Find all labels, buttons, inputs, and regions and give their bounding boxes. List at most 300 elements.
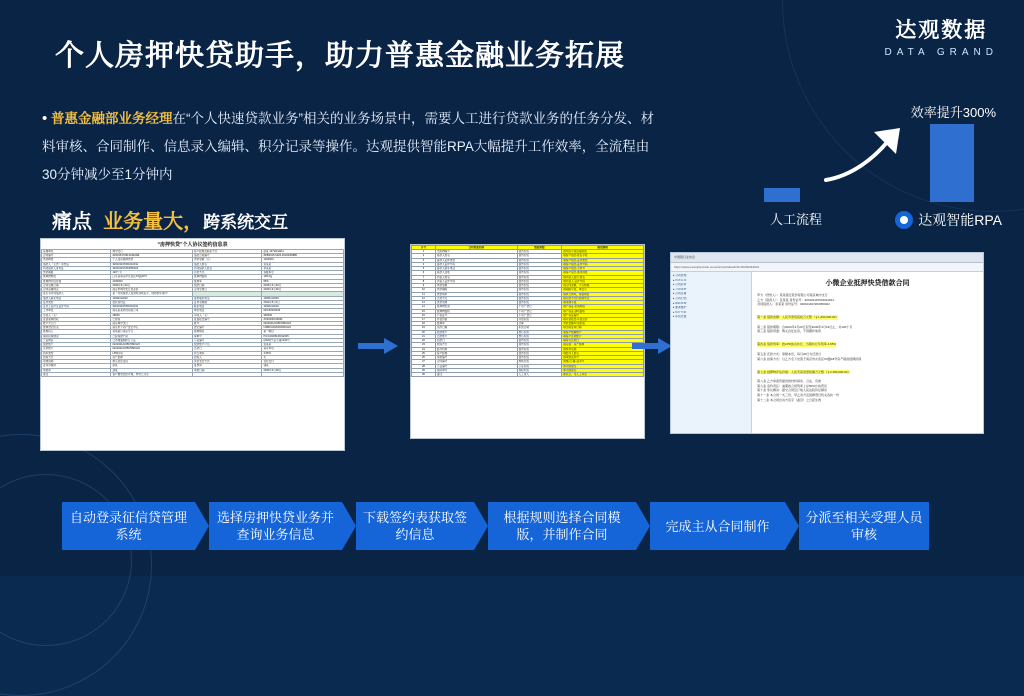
- table-cell: 2031年5月1日: [262, 300, 344, 304]
- table-cell: 贷款金额（元）: [193, 258, 262, 262]
- table-cell: 人工录入: [517, 373, 562, 377]
- table-cell: 6: [412, 271, 436, 275]
- table-cell: 信贷系统: [517, 262, 562, 266]
- table-cell: 取审批流水号: [562, 356, 644, 360]
- table-cell: 备注: [42, 372, 111, 376]
- table-cell: 20: [412, 330, 436, 334]
- table-cell: 登记编号: [193, 326, 262, 330]
- browser-main: [752, 272, 983, 434]
- table-cell: 3: [412, 258, 436, 262]
- table-cell: 21: [412, 334, 436, 338]
- table-cell: 信贷系统: [517, 356, 562, 360]
- table-cell: 保险投保情况: [42, 334, 111, 338]
- table-cell: 南京某某科技有限公司: [111, 309, 193, 313]
- table-cell: 公证系统: [517, 364, 562, 368]
- sidebar-item[interactable]: ▸ 合同起草: [673, 283, 687, 286]
- contract-title: 小微企业抵押快贷借款合同: [825, 280, 910, 287]
- table-cell: 评估系统: [517, 317, 562, 321]
- browser-body: [671, 272, 983, 434]
- table-cell: 单位电话: [193, 309, 262, 313]
- contract-line: 第九条 违约责任：逾期按合同利率上浮50%计收罚息: [757, 383, 827, 388]
- screenshot-row: [40, 238, 984, 453]
- table-header-cell: 赋值规则: [562, 246, 644, 250]
- table-cell: 合同编号: [42, 254, 111, 258]
- table-cell: 孙某: [111, 368, 193, 372]
- table-cell: 担保方式: [435, 343, 517, 347]
- table-cell: 放款日期: [193, 283, 262, 287]
- table-cell: 2020年3月20日: [262, 288, 344, 292]
- table-cell: 是（共同借款人需同时到场签字，现场核实身份）: [111, 292, 193, 296]
- table-cell: 担保方式: [42, 355, 111, 359]
- table-cell: 是否有共同借款人: [42, 292, 111, 296]
- table-cell: 24: [412, 347, 436, 351]
- shot2-table: [411, 245, 644, 377]
- table-cell: 抵押物面积: [435, 309, 517, 313]
- table-cell: 评估价值: [435, 317, 517, 321]
- table-cell: 5: [412, 267, 436, 271]
- contract-line: 甲方（贷款人）：某某银行股份有限公司南京城中支行: [757, 293, 828, 297]
- table-cell: 审批编号: [435, 356, 517, 360]
- table-cell: 保单号: [193, 334, 262, 338]
- table-cell: 核心系统: [517, 330, 562, 334]
- sidebar-item[interactable]: ▸ 合同管理: [673, 274, 687, 277]
- table-cell: 证件上证件及证件号码: [42, 305, 111, 309]
- table-cell: 取合同金额，大写转换: [562, 284, 644, 288]
- contract-line: 第八条 乙方承诺所提供的材料真实、合法、有效: [757, 379, 821, 384]
- table-cell: 信贷系统: [517, 292, 562, 296]
- table-cell: 按系统字段直接取值: [562, 250, 644, 254]
- table-cell: 账户开立行: [42, 321, 111, 325]
- table-cell: 还款方式: [435, 296, 517, 300]
- rpa-dot-icon: [895, 211, 913, 229]
- table-cell: 审批岗: [42, 368, 111, 372]
- rpa-label: 达观智能RPA: [918, 212, 1002, 228]
- flow-arrow-icon: [358, 338, 398, 354]
- table-cell: [193, 372, 262, 376]
- table-cell: 合同编号: [435, 360, 517, 364]
- table-cell: 规则生成: [517, 360, 562, 364]
- contract-line: 第十一条 本合同一式三份，甲乙双方及抵押登记机关各执一份: [757, 392, 839, 397]
- table-cell: 取期限字段，单位月: [562, 288, 644, 292]
- table-cell: 系统日期: [517, 326, 562, 330]
- table-cell: 信贷系统: [517, 258, 562, 262]
- table-cell: 14: [412, 305, 436, 309]
- table-cell: 1200000: [262, 258, 344, 262]
- table-cell: 8: [412, 279, 436, 283]
- table-header-cell: 数据来源: [517, 246, 562, 250]
- table-cell: 取机构名称: [562, 347, 644, 351]
- table-cell: 贷款金额: [435, 284, 517, 288]
- table-cell: 赵某 13711111111: [262, 250, 344, 254]
- table-cell: 抵押物地址: [42, 275, 111, 279]
- table-cell: 担保人: [193, 355, 262, 359]
- table-cell: 保险单号: [435, 368, 517, 372]
- table-cell: 共同借款人身份证: [42, 266, 111, 270]
- table-cell: 27: [412, 360, 436, 364]
- page-title: 个人房押快贷助手，助力普惠金融业务拓展: [55, 40, 626, 72]
- table-cell: 不动产登记: [517, 309, 562, 313]
- table-cell: 固定值：房产抵押: [562, 343, 644, 347]
- table-cell: 已办理强制执行公证: [111, 338, 193, 342]
- table-cell: 产权证号: [435, 313, 517, 317]
- paragraph-lead: 普惠金融部业务经理: [51, 111, 173, 126]
- table-cell: 合同签署日期: [42, 283, 111, 287]
- table-cell: 经办机构: [435, 347, 517, 351]
- table-cell: 取产权证-建筑面积: [562, 309, 644, 313]
- table-cell: 借款人证件类型: [435, 258, 517, 262]
- browser-sidebar[interactable]: [671, 272, 752, 434]
- screenshot-rule-table[interactable]: [410, 244, 645, 439]
- table-header-cell: 序号: [412, 246, 436, 250]
- contract-body: [757, 293, 978, 402]
- table-cell: 取客户信息-通讯地址: [562, 271, 644, 275]
- table-cell: 共借人证件号码: [435, 279, 517, 283]
- table-cell: 客户要求加急办理，材料已齐全: [111, 372, 193, 376]
- table-cell: 1: [412, 250, 436, 254]
- table-cell: 信贷系统: [517, 267, 562, 271]
- sidebar-item[interactable]: ▸ 系统设置: [673, 315, 687, 318]
- process-arrow-icon: [785, 502, 799, 550]
- process-step[interactable]: 自动登录征信贷管理系统: [62, 502, 195, 550]
- table-cell: 不动产登记: [517, 313, 562, 317]
- table-cell: 保险系统: [517, 368, 562, 372]
- table-cell: 320101197001010011: [111, 305, 193, 309]
- table-cell: 工作单位: [42, 309, 111, 313]
- bullet-icon: •: [42, 110, 48, 127]
- process-flow: [30, 502, 994, 554]
- contract-line: 第四条 借款利率：按LPR加点执行，当期执行年利率 4.65%: [757, 342, 837, 347]
- table-cell: 备用联系电话: [193, 296, 262, 300]
- table-cell: 借款人联系电话: [42, 296, 111, 300]
- table-cell: 借款人住址: [435, 271, 517, 275]
- table-cell: 借款人（主贷）身份证: [42, 262, 111, 266]
- table-cell: 如无则留空: [562, 368, 644, 372]
- table-cell: 南京市城中支行营业部: [111, 288, 193, 292]
- sidebar-item[interactable]: ▸ 合同归档: [673, 296, 687, 300]
- table-cell: 无: [262, 355, 344, 359]
- table-cell: 贷款用途: [435, 301, 517, 305]
- process-step[interactable]: 完成主从合同制作: [650, 502, 785, 550]
- table-cell: 信贷系统: [517, 275, 562, 279]
- table-cell: 第一顺位: [262, 330, 344, 334]
- table-cell: 16: [412, 313, 436, 317]
- table-cell: 已投保财产险: [111, 334, 193, 338]
- rpa-bar: [930, 124, 974, 202]
- table-cell: 18: [412, 322, 436, 326]
- table-cell: 抵押登记机关: [42, 326, 111, 330]
- table-cell: 合同签署地点: [42, 288, 111, 292]
- table-cell: 张某某: [262, 343, 344, 347]
- table-cell: 320101197001010011: [111, 262, 193, 266]
- table-cell: 2020年3月16日: [111, 283, 193, 287]
- contract-line: 第十二条 本合同自双方签字（盖章）之日起生效: [757, 397, 821, 402]
- table-cell: 联系电话: [193, 305, 262, 309]
- table-cell: 备注: [435, 373, 517, 377]
- table-cell: 共借人姓名: [435, 275, 517, 279]
- table-cell: 借款人姓名: [193, 262, 262, 266]
- table-cell: 取产权证-坐落地址: [562, 305, 644, 309]
- table-cell: 取客户信息-证件号码: [562, 262, 644, 266]
- efficiency-block: [750, 100, 1002, 230]
- table-cell: 信贷系统: [517, 351, 562, 355]
- table-cell: 2: [412, 254, 436, 258]
- table-cell: 取客户信息-姓名字段: [562, 254, 644, 258]
- table-cell: 公证情况: [42, 338, 111, 342]
- table-cell: 25: [412, 351, 436, 355]
- table-cell: NJBDC2020031600123: [262, 326, 344, 330]
- table-cell: 公证编号: [193, 338, 262, 342]
- table-cell: 10: [412, 288, 436, 292]
- table-cell: 扣款日: [435, 339, 517, 343]
- table-cell: LPR浮动: [111, 351, 193, 355]
- browser-tab[interactable]: 中国银行业协会: [671, 253, 983, 263]
- table-cell: 30: [412, 373, 436, 377]
- table-cell: 某某银行南京分行: [111, 330, 193, 334]
- table-cell: 每月20日: [262, 347, 344, 351]
- table-cell: 6222021234567890123: [111, 343, 193, 347]
- table-cell: 前缀+日期+流水号: [562, 360, 644, 364]
- table-cell: 抵押率: [193, 279, 262, 283]
- sidebar-item[interactable]: ▸ 统计分析: [673, 310, 687, 314]
- table-cell: 南京市不动产登记中心: [111, 326, 193, 330]
- table-cell: 贷款期限: [435, 288, 517, 292]
- table-cell: 320101197203050022: [111, 266, 193, 270]
- table-cell: 张某某: [262, 262, 344, 266]
- table-cell: 6222021234567890123: [262, 321, 344, 325]
- table-cell: 22: [412, 339, 436, 343]
- contract-line: 第一条 借款金额：人民币壹佰贰拾万元整（￥1,200,000.00）: [757, 315, 839, 320]
- table-cell: 4.65%: [262, 351, 344, 355]
- pain-point: [52, 205, 288, 234]
- table-cell: 共同借款人姓名: [193, 266, 262, 270]
- table-cell: 2180000: [111, 279, 193, 283]
- table-cell: 取客户信息-证件类型: [562, 258, 644, 262]
- contract-line: 第五条 还款方式：等额本息，每月20日为还款日: [757, 351, 822, 356]
- table-cell: 计算: [517, 322, 562, 326]
- process-step[interactable]: 根据规则选择合同模版，并制作合同: [488, 502, 636, 550]
- contract-line: 第十条 争议解决：提交合同签订地人民法院诉讼解决: [757, 388, 827, 393]
- contract-line: 第二条 借款期限：自2020年3月20日起至2030年3月19日止，共120个月: [757, 324, 853, 329]
- table-cell: 放款账户户名: [193, 343, 262, 347]
- sidebar-item[interactable]: ▸ 合同审批: [673, 287, 687, 291]
- table-cell: 信贷系统: [517, 339, 562, 343]
- table-cell: 取每月还款日: [562, 339, 644, 343]
- table-cell: 抵押权人: [42, 330, 111, 334]
- table-cell: 用途说明: [42, 360, 111, 364]
- table-cell: 15: [412, 309, 436, 313]
- table-row: [42, 372, 344, 376]
- table-cell: 取经办人姓名: [562, 351, 644, 355]
- table-cell: 赵某: [111, 364, 193, 368]
- contract-line: 第六条 担保方式：以乙方名下坐落于南京市玄武区XX路18号房产提供抵押担保: [757, 356, 862, 361]
- process-arrow-icon: [342, 502, 356, 550]
- table-cell: 抵押顺位: [193, 330, 262, 334]
- table-cell: 取评估报告-评估总价: [562, 317, 644, 321]
- table-cell: 取还款方式代码转中文: [562, 296, 644, 300]
- table-cell: 2020年3月18日: [262, 368, 344, 372]
- table-cell: 23: [412, 343, 436, 347]
- table-cell: 2020年3月20日: [262, 283, 344, 287]
- shot1-caption: “房押快贷”个人协议签约信息表: [157, 242, 228, 248]
- table-cell: 放款账户: [42, 343, 111, 347]
- table-cell: 取产权证编号: [562, 313, 644, 317]
- table-cell: 信贷系统: [517, 284, 562, 288]
- table-cell: 客户经理及联系方式: [193, 250, 262, 254]
- table-cell: 公证编号: [435, 364, 517, 368]
- table-cell: 客户经理: [435, 351, 517, 355]
- table-cell: ZZ20151706133322AB: [111, 254, 193, 258]
- table-cell: 南京城中支行: [111, 321, 193, 325]
- table-cell: 借款合同编号: [193, 254, 262, 258]
- process-step[interactable]: 分派至相关受理人员审核: [799, 502, 929, 550]
- table-cell: 抵押率: [435, 322, 517, 326]
- table-cell: 李某某: [262, 266, 344, 270]
- shot1-table: [41, 249, 344, 377]
- table-cell: 业务办理岗: [42, 364, 111, 368]
- table-cell: 贷款期限: [42, 271, 111, 275]
- table-cell: 信贷系统: [517, 271, 562, 275]
- browser-url-bar[interactable]: https://www.example-bank.com/contract/detail?id=20200316001: [671, 263, 983, 272]
- table-cell: 还款账户: [42, 347, 111, 351]
- table-row: [412, 373, 644, 377]
- table-cell: 138.6㎡: [262, 275, 344, 279]
- manual-label: 人工流程: [769, 212, 822, 227]
- table-cell: 证件类型: [42, 300, 111, 304]
- table-cell: 如无则留空: [562, 364, 644, 368]
- table-cell: 120个月: [111, 271, 193, 275]
- table-cell: 不动产登记: [517, 305, 562, 309]
- table-cell: 信贷系统: [517, 343, 562, 347]
- table-cell: 17: [412, 317, 436, 321]
- table-cell: 6222021234567890123: [111, 347, 193, 351]
- table-cell: 城中支行: [111, 250, 193, 254]
- table-cell: 信贷系统: [517, 250, 562, 254]
- table-cell: ZDB2015-0326-20193300BB: [262, 254, 344, 258]
- table-cell: 受托支付: [262, 360, 344, 364]
- table-cell: 信贷系统: [517, 279, 562, 283]
- table-cell: 资金支付方式: [193, 360, 262, 364]
- table-cell: 征信查询授权: [42, 317, 111, 321]
- table-cell: 贷款种类: [42, 258, 111, 262]
- table-cell: 信贷系统: [517, 288, 562, 292]
- contract-line: 第三条 借款用途：购买自住住房，不得挪作他用: [757, 329, 821, 334]
- process-arrow-icon: [636, 502, 650, 550]
- table-cell: 26: [412, 356, 436, 360]
- table-cell: 签约日期: [435, 326, 517, 330]
- table-cell: 证件有效期: [193, 300, 262, 304]
- table-cell: (2020)宁证字第1234号: [262, 338, 344, 342]
- table-cell: 55%: [262, 279, 344, 283]
- table-cell: 取共借人-证件号码: [562, 279, 644, 283]
- pain-rest: 跨系统交互: [203, 213, 289, 232]
- table-cell: 账号: [193, 321, 262, 325]
- table-cell: 13911112222: [262, 305, 344, 309]
- table-cell: 还款日: [193, 347, 262, 351]
- sidebar-item[interactable]: ▸ 模板管理: [673, 301, 687, 305]
- table-cell: 居民身份证: [111, 300, 193, 304]
- up-right-arrow-icon: [822, 124, 914, 186]
- table-cell: 房产抵押: [111, 355, 193, 359]
- table-cell: 信贷系统: [517, 296, 562, 300]
- table-cell: 13911112222: [111, 296, 193, 300]
- table-cell: 月收入（元）: [42, 313, 111, 317]
- screenshot-contract-page[interactable]: [670, 252, 984, 434]
- paragraph-body: 在“个人快速贷款业务”相关的业务场景中，需要人工进行贷款业务的任务分发、材料审核、合同制作、信息录入编辑、积分记录等操作。达观提供智能RPA大幅提升工作效率，全流程由30分钟减少至1分钟内: [42, 111, 655, 182]
- rpa-label-wrap: [895, 210, 1002, 230]
- table-cell: 取客户还款账户: [562, 334, 644, 338]
- table-cell: 取客户信息-手机号: [562, 267, 644, 271]
- table-cell: 复核岗: [193, 364, 262, 368]
- table-cell: 19: [412, 326, 436, 330]
- table-cell: 等额本息: [262, 271, 344, 275]
- table-cell: 11: [412, 292, 436, 296]
- intro-paragraph: [42, 105, 662, 189]
- sidebar-item[interactable]: ▸ 合同签署: [673, 292, 687, 295]
- process-arrow-icon: [474, 502, 488, 550]
- table-cell: 年收入（元）: [193, 313, 262, 317]
- table-cell: 核心系统: [517, 334, 562, 338]
- table-cell: 29: [412, 368, 436, 372]
- table-cell: 贷款利率: [435, 292, 517, 296]
- table-cell: 还款方式: [193, 271, 262, 275]
- table-cell: 信贷系统: [517, 347, 562, 351]
- process-step[interactable]: 选择房押快贷业务并查询业务信息: [209, 502, 342, 550]
- table-cell: 025-83333333: [262, 309, 344, 313]
- table-cell: 336000: [262, 313, 344, 317]
- table-cell: 审批日期: [193, 368, 262, 372]
- table-cell: 取客户结算账户: [562, 330, 644, 334]
- table-cell: 征信报告编号: [193, 317, 262, 321]
- table-cell: 借款人姓名: [435, 254, 517, 258]
- table-cell: 信贷系统: [517, 301, 562, 305]
- table-cell: 利率类型: [42, 351, 111, 355]
- brand-sub: DATA GRAND: [884, 47, 998, 58]
- table-cell: 借款人证件号码: [435, 262, 517, 266]
- table-cell: 执行利率: [193, 351, 262, 355]
- pain-label: 痛点: [52, 211, 92, 233]
- table-cell: 13811113333: [262, 296, 344, 300]
- table-cell: 抵押物评估价值: [42, 279, 111, 283]
- table-cell: 已授权: [111, 317, 193, 321]
- table-cell: 28: [412, 364, 436, 368]
- table-cell: 13: [412, 301, 436, 305]
- table-cell: 个人住房抵押贷款: [111, 258, 193, 262]
- table-cell: 取执行利率，保留两位: [562, 292, 644, 296]
- table-cell: 4: [412, 262, 436, 266]
- manual-bar: [764, 188, 800, 202]
- brand-logo: [884, 14, 998, 58]
- contract-line: 乙方（借款人）：张某某 身份证号：320101197001010011: [757, 297, 835, 302]
- sidebar-item[interactable]: ▸ 待办任务: [673, 278, 687, 282]
- table-cell: PICC2020NJ0012345: [262, 334, 344, 338]
- contract-line: 共同借款人：李某某 身份证号：320101197203050022: [757, 302, 830, 307]
- table-cell: 抵押物面积: [193, 275, 262, 279]
- screenshot-signing-table[interactable]: [40, 238, 345, 451]
- table-cell: 7: [412, 275, 436, 279]
- table-cell: 28000: [111, 313, 193, 317]
- table-cell: 购买自住住房: [111, 360, 193, 364]
- contract-line: 第七条 抵押物评估价值：人民币贰佰壹拾捌万元整（￥2,180,000.00）: [757, 369, 851, 374]
- table-cell: 江苏省南京市玄武区XX路18号: [111, 275, 193, 279]
- pain-keyword: 业务量大，: [103, 211, 204, 233]
- process-step[interactable]: 下载签约表获取签约信息: [356, 502, 474, 550]
- table-cell: 信贷系统: [517, 254, 562, 258]
- table-header-cell: 合同要素名称: [435, 246, 517, 250]
- table-cell: 合同生效日: [193, 288, 262, 292]
- table-cell: 贷款金额/评估价值: [562, 322, 644, 326]
- sidebar-item[interactable]: ▸ 要素维护: [673, 306, 687, 309]
- table-cell: 还款账户: [435, 334, 517, 338]
